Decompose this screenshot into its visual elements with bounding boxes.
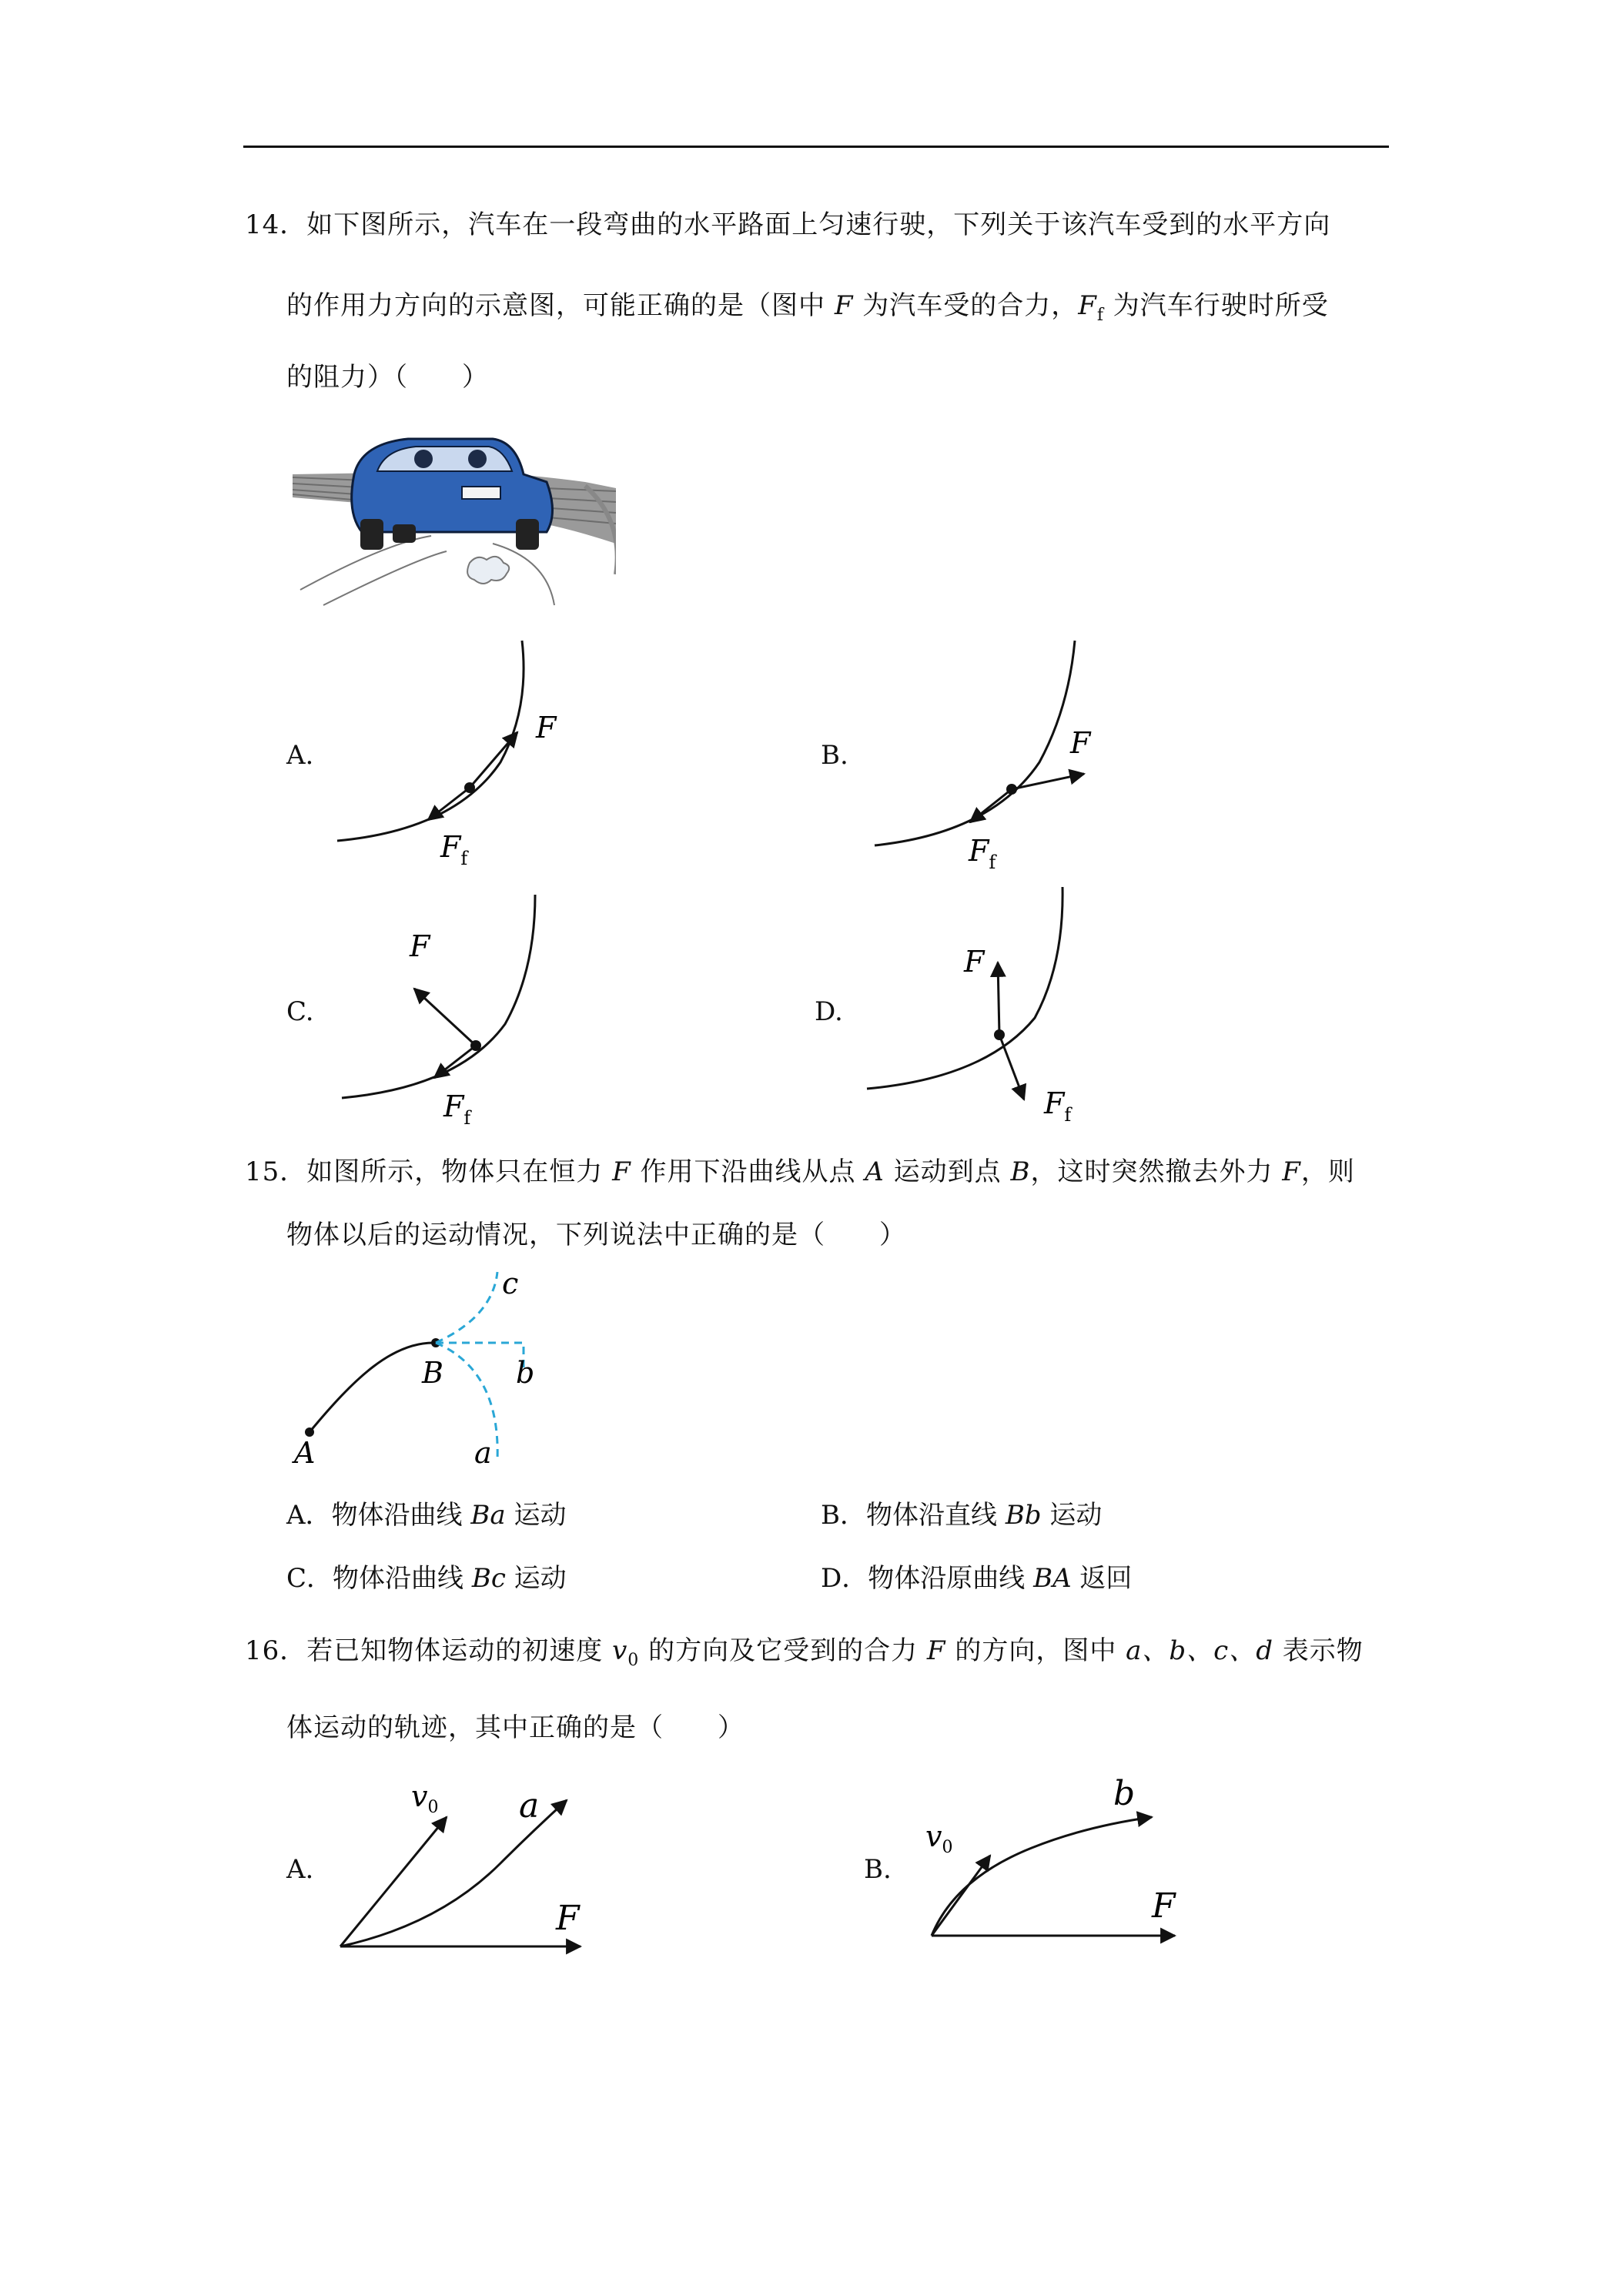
force-label: F bbox=[1152, 1886, 1176, 1926]
path-curve bbox=[342, 895, 535, 1098]
dashed-path-b bbox=[436, 1343, 524, 1369]
q15-text-1d: ，这时突然撤去外力 bbox=[1030, 1156, 1283, 1187]
label-c: c bbox=[502, 1270, 519, 1300]
velocity-arrow bbox=[340, 1817, 447, 1946]
q14-symbol-Ff: F bbox=[1078, 290, 1097, 321]
force-label: F bbox=[964, 945, 985, 979]
q14-text-2a: 的作用力方向的示意图，可能正确的是（图中 bbox=[286, 290, 835, 321]
label-a: a bbox=[474, 1436, 492, 1470]
q15-option-a-label: A． bbox=[286, 1500, 332, 1531]
force-label: F bbox=[1070, 726, 1091, 760]
q16-symbols-abcd: a、b、c、d bbox=[1126, 1635, 1273, 1666]
q15-option-b bbox=[821, 1500, 1102, 1531]
dashed-path-c bbox=[436, 1272, 497, 1343]
q15-option-a-tail: 运动 bbox=[505, 1500, 567, 1531]
friction-label: $F_f$ bbox=[1044, 1086, 1072, 1126]
force-arrow bbox=[470, 732, 517, 788]
q15-text-1c: 运动到点 bbox=[884, 1156, 1011, 1187]
q15-option-b-path: Bb bbox=[1005, 1500, 1042, 1531]
q15-text-1a: 如图所示，物体只在恒力 bbox=[306, 1156, 613, 1187]
q14-text-2b: 为汽车受的合力， bbox=[853, 290, 1079, 321]
velocity-label: $v_0$ bbox=[411, 1779, 439, 1817]
q16-symbol-v-sub: 0 bbox=[627, 1651, 640, 1670]
q16-line-1 bbox=[245, 1635, 1364, 1676]
q15-option-c-label: C． bbox=[286, 1563, 333, 1594]
q15-option-d-label: D． bbox=[821, 1563, 868, 1594]
trajectory-AB bbox=[310, 1343, 436, 1432]
friction-label: $F_f$ bbox=[969, 834, 996, 873]
q15-symbol-F-2: F bbox=[1282, 1156, 1301, 1187]
q15-line-2 bbox=[286, 1220, 906, 1250]
force-arrow bbox=[1012, 774, 1084, 789]
force-arrow bbox=[414, 989, 476, 1046]
q15-option-b-text: 物体沿直线 bbox=[866, 1500, 1006, 1531]
q15-option-b-tail: 运动 bbox=[1041, 1500, 1103, 1531]
car-illustration bbox=[293, 428, 616, 610]
friction-arrow bbox=[999, 1035, 1024, 1099]
q16-option-a-label: A. bbox=[286, 1854, 314, 1885]
q14-option-a-label: A. bbox=[286, 740, 314, 771]
q14-option-a-figure bbox=[323, 631, 570, 878]
path-curve bbox=[875, 641, 1075, 845]
q15-option-c-text: 物体沿曲线 bbox=[333, 1563, 472, 1594]
force-arrow bbox=[998, 962, 999, 1035]
q15-text-1b: 作用下沿曲线从点 bbox=[631, 1156, 865, 1187]
q16-symbol-F: F bbox=[926, 1635, 946, 1666]
q16-option-b-figure bbox=[909, 1771, 1186, 1963]
velocity-label: $v_0$ bbox=[925, 1819, 953, 1857]
q15-option-c-path: Bc bbox=[471, 1563, 506, 1594]
friction-arrow bbox=[970, 789, 1012, 822]
q14-number: 14． bbox=[245, 209, 307, 240]
friction-label: $F_f$ bbox=[440, 830, 468, 869]
q15-option-d-tail: 返回 bbox=[1071, 1563, 1133, 1594]
q14-symbol-Ff-sub: f bbox=[1096, 306, 1104, 325]
path-curve bbox=[867, 887, 1062, 1089]
q15-symbol-F: F bbox=[612, 1156, 631, 1187]
path-curve bbox=[337, 641, 524, 841]
trajectory-label: a bbox=[519, 1786, 540, 1826]
q15-symbol-A: A bbox=[865, 1156, 885, 1187]
q15-line-1 bbox=[245, 1156, 1355, 1187]
force-label: F bbox=[556, 1899, 580, 1938]
label-A: A bbox=[294, 1436, 316, 1470]
q15-option-a-path: Ba bbox=[470, 1500, 506, 1531]
friction-arrow bbox=[434, 1046, 476, 1078]
q16-text-1d: 表示物 bbox=[1273, 1635, 1364, 1666]
q15-option-d-path: BA bbox=[1033, 1563, 1072, 1594]
q15-figure bbox=[285, 1270, 570, 1471]
q16-text-1c: 的方向，图中 bbox=[945, 1635, 1126, 1666]
q14-line-2 bbox=[286, 290, 1329, 331]
q14-option-c-figure bbox=[323, 885, 570, 1132]
q15-option-b-label: B． bbox=[821, 1500, 866, 1531]
q15-number: 15． bbox=[245, 1156, 307, 1187]
q15-text-1e: ，则 bbox=[1300, 1156, 1355, 1187]
q16-text-2: 体运动的轨迹，其中正确的是（ ） bbox=[286, 1712, 745, 1743]
trajectory-b bbox=[932, 1817, 1152, 1936]
q15-option-a bbox=[286, 1500, 566, 1531]
q14-text-1: 如下图所示，汽车在一段弯曲的水平路面上匀速行驶，下列关于该汽车受到的水平方向 bbox=[306, 209, 1331, 240]
q14-option-d-label: D. bbox=[815, 996, 843, 1027]
q16-line-2 bbox=[286, 1712, 745, 1743]
q14-line-3 bbox=[286, 362, 489, 393]
q16-option-b-label: B. bbox=[864, 1854, 892, 1885]
q16-text-1b: 的方向及它受到的合力 bbox=[639, 1635, 927, 1666]
q14-line-1 bbox=[245, 209, 1330, 240]
q16-symbol-v: v bbox=[612, 1635, 628, 1666]
q15-option-c bbox=[286, 1563, 567, 1594]
q14-option-b-label: B. bbox=[821, 740, 848, 771]
label-B: B bbox=[422, 1356, 443, 1390]
q15-option-d-text: 物体沿原曲线 bbox=[868, 1563, 1034, 1594]
q16-option-a-figure bbox=[323, 1771, 601, 1963]
q14-text-2c: 为汽车行驶时所受 bbox=[1103, 290, 1329, 321]
q15-option-d bbox=[821, 1563, 1132, 1594]
q14-option-b-figure bbox=[861, 631, 1107, 878]
q15-option-a-text: 物体沿曲线 bbox=[331, 1500, 471, 1531]
trajectory-label: b bbox=[1113, 1774, 1136, 1813]
velocity-arrow bbox=[932, 1856, 990, 1936]
q14-option-d-figure bbox=[861, 885, 1107, 1132]
q14-symbol-F: F bbox=[834, 290, 854, 321]
q15-text-2: 物体以后的运动情况，下列说法中正确的是（ ） bbox=[286, 1220, 906, 1250]
q14-text-3: 的阻力）（ ） bbox=[286, 362, 489, 393]
force-label: F bbox=[536, 711, 557, 745]
friction-label: $F_f$ bbox=[443, 1089, 471, 1129]
label-b: b bbox=[516, 1356, 535, 1390]
q16-number: 16． bbox=[245, 1635, 307, 1666]
q14-option-c-label: C. bbox=[286, 996, 314, 1027]
header-rule bbox=[243, 146, 1389, 148]
q15-option-c-tail: 运动 bbox=[505, 1563, 567, 1594]
q15-symbol-B: B bbox=[1010, 1156, 1031, 1187]
q16-text-1a: 若已知物体运动的初速度 bbox=[306, 1635, 613, 1666]
force-label: F bbox=[410, 929, 430, 963]
friction-arrow bbox=[428, 788, 470, 820]
